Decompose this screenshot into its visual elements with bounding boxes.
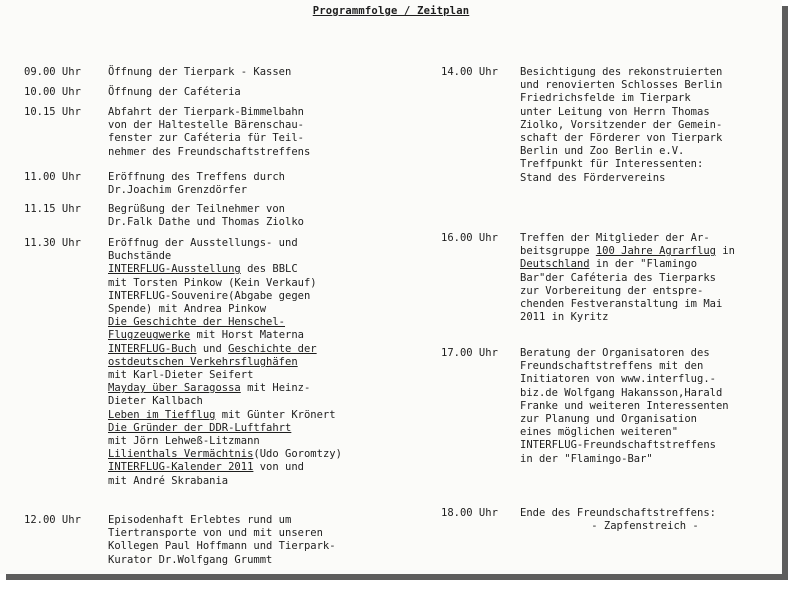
text-segment: unter Leitung von Herrn Thomas bbox=[520, 105, 710, 118]
underlined-title: Lilienthals Vermächtnis bbox=[108, 448, 254, 461]
description-line bbox=[108, 514, 336, 527]
schedule-description bbox=[108, 106, 310, 159]
description-line bbox=[520, 298, 770, 311]
underlined-title: ostdeutschen Verkehrsflughäfen bbox=[108, 355, 298, 368]
text-segment: Begrüßung der Teilnehmer von bbox=[108, 203, 286, 215]
description-line bbox=[520, 66, 770, 79]
description-line bbox=[108, 475, 342, 488]
description-line bbox=[520, 373, 770, 386]
description-line bbox=[520, 245, 770, 258]
schedule-description bbox=[520, 232, 770, 324]
text-segment: Franke und weiteren Interessenten bbox=[520, 399, 729, 412]
text-segment: fenster zur Caféteria für Teil- bbox=[108, 132, 304, 145]
description-line bbox=[520, 258, 770, 271]
text-segment: mit André Skrabania bbox=[108, 474, 229, 487]
underlined-title: INTERFLUG-Ausstellung bbox=[108, 263, 241, 276]
description-line bbox=[108, 369, 342, 382]
text-segment: Buchstände bbox=[108, 250, 172, 263]
schedule-time: 11.30 Uhr bbox=[24, 237, 81, 249]
schedule-description bbox=[520, 507, 770, 533]
text-segment: zur Planung und Organisation bbox=[520, 413, 698, 426]
text-segment: Eröffnug der Ausstellungs- und bbox=[108, 237, 298, 249]
schedule-time: 18.00 Uhr bbox=[441, 507, 498, 519]
description-line bbox=[108, 146, 310, 159]
text-segment: des BBLC bbox=[240, 263, 298, 276]
description-line bbox=[520, 413, 770, 426]
schedule-description bbox=[108, 86, 241, 99]
description-line bbox=[108, 435, 342, 448]
description-line bbox=[520, 272, 770, 285]
text-segment: Dr.Falk Dathe und Thomas Ziolko bbox=[108, 216, 304, 229]
description-line bbox=[108, 263, 342, 276]
text-segment: in der "Flamingo bbox=[589, 258, 698, 271]
underlined-title: Die Geschichte der Henschel- bbox=[108, 316, 286, 329]
text-segment: Treffen der Mitglieder der Ar- bbox=[520, 232, 710, 244]
text-segment: Ziolko, Vorsitzender der Gemein- bbox=[520, 118, 723, 131]
underlined-title: INTERFLUG-Buch bbox=[108, 342, 197, 355]
text-segment: Initiatoren von www.interflug.- bbox=[520, 373, 716, 386]
description-line bbox=[108, 203, 304, 216]
description-line bbox=[520, 172, 770, 185]
schedule-time: 11.00 Uhr bbox=[24, 171, 81, 183]
description-line bbox=[520, 426, 770, 439]
schedule-time: 16.00 Uhr bbox=[441, 232, 498, 244]
description-line bbox=[520, 453, 770, 466]
text-segment: 2011 in Kyritz bbox=[520, 311, 609, 324]
description-line bbox=[108, 171, 285, 184]
description-line bbox=[520, 311, 770, 324]
schedule-time: 14.00 Uhr bbox=[441, 66, 498, 78]
description-line bbox=[520, 400, 770, 413]
schedule-description bbox=[108, 203, 304, 229]
text-segment: schaft der Förderer von Tierpark bbox=[520, 132, 723, 145]
description-line bbox=[520, 520, 770, 533]
description-line bbox=[108, 277, 342, 290]
text-segment: INTERFLUG-Freundschaftstreffens bbox=[520, 439, 716, 452]
text-segment: biz.de Wolfgang Hakansson,Harald bbox=[520, 386, 723, 399]
description-line bbox=[520, 507, 770, 520]
text-segment: Episodenhaft Erlebtes rund um bbox=[108, 514, 292, 526]
description-line bbox=[108, 540, 336, 553]
description-line bbox=[520, 92, 770, 105]
description-line bbox=[108, 554, 336, 567]
underlined-title: Mayday über Saragossa bbox=[108, 382, 241, 395]
description-line bbox=[520, 119, 770, 132]
description-line bbox=[108, 119, 310, 132]
description-line bbox=[108, 382, 342, 395]
text-segment: mit Torsten Pinkow (Kein Verkauf) bbox=[108, 276, 317, 289]
text-segment: und bbox=[196, 342, 229, 355]
description-line bbox=[108, 316, 342, 329]
description-line bbox=[108, 86, 241, 99]
text-segment: mit Jörn Lehweß-Litzmann bbox=[108, 435, 260, 448]
description-line bbox=[520, 347, 770, 360]
description-line bbox=[108, 527, 336, 540]
text-segment: Tiertransporte von und mit unseren bbox=[108, 527, 323, 540]
underlined-title: Deutschland bbox=[520, 258, 590, 271]
description-line bbox=[520, 158, 770, 171]
schedule-description bbox=[520, 347, 770, 466]
text-segment: Freundschaftstreffens mit den bbox=[520, 360, 704, 373]
description-line bbox=[108, 422, 342, 435]
description-line bbox=[108, 356, 342, 369]
page-title: Programmfolge / Zeitplan bbox=[312, 5, 470, 17]
text-segment: zur Vorbereitung der entspre- bbox=[520, 284, 704, 297]
text-segment: Bar"der Caféteria des Tierparks bbox=[520, 271, 716, 284]
description-line bbox=[108, 106, 310, 119]
text-segment: - Zapfenstreich - bbox=[591, 520, 699, 533]
text-segment: mit Günter Krönert bbox=[215, 408, 336, 421]
schedule-description bbox=[520, 66, 770, 185]
text-segment: Besichtigung des rekonstruierten bbox=[520, 66, 723, 78]
description-line bbox=[520, 132, 770, 145]
description-line bbox=[108, 448, 342, 461]
schedule-description bbox=[108, 66, 291, 79]
description-line bbox=[108, 216, 304, 229]
text-segment: mit Horst Materna bbox=[190, 329, 304, 342]
text-segment: Öffnung der Tierpark - Kassen bbox=[108, 66, 292, 78]
schedule-description bbox=[108, 514, 336, 567]
text-segment: beitsgruppe bbox=[520, 245, 596, 258]
text-segment: Eröffnung des Treffens durch bbox=[108, 171, 286, 183]
text-segment: von und bbox=[253, 461, 304, 474]
text-segment: Öffnung der Caféteria bbox=[108, 86, 241, 98]
text-segment: INTERFLUG-Souvenire(Abgabe gegen bbox=[108, 289, 311, 302]
description-line bbox=[520, 232, 770, 245]
description-line bbox=[520, 360, 770, 373]
underlined-title: 100 Jahre Agrarflug bbox=[595, 245, 716, 258]
underlined-title: Geschichte der bbox=[228, 342, 317, 355]
underlined-title: Die Gründer der DDR-Luftfahrt bbox=[108, 421, 292, 434]
text-segment: Spende) mit Andrea Pinkow bbox=[108, 303, 267, 316]
description-line bbox=[108, 303, 342, 316]
description-line bbox=[108, 290, 342, 303]
description-line bbox=[108, 329, 342, 342]
text-segment: Friedrichsfelde im Tierpark bbox=[520, 92, 691, 105]
description-line bbox=[520, 439, 770, 452]
schedule-time: 12.00 Uhr bbox=[24, 514, 81, 526]
schedule-time: 09.00 Uhr bbox=[24, 66, 81, 78]
description-line bbox=[108, 409, 342, 422]
text-segment: Kollegen Paul Hoffmann und Tierpark- bbox=[108, 540, 336, 553]
text-segment: Berlin und Zoo Berlin e.V. bbox=[520, 145, 685, 158]
description-line bbox=[108, 184, 285, 197]
description-line bbox=[108, 461, 342, 474]
text-segment: Beratung der Organisatoren des bbox=[520, 347, 710, 359]
text-segment: mit Karl-Dieter Seifert bbox=[108, 369, 254, 382]
text-segment: in bbox=[715, 245, 735, 258]
text-segment: in der "Flamingo-Bar" bbox=[520, 452, 653, 465]
schedule-description bbox=[108, 171, 285, 197]
text-segment: Ende des Freundschaftstreffens: bbox=[520, 507, 716, 519]
text-segment: (Udo Goromtzy) bbox=[253, 448, 342, 461]
text-segment: nehmer des Freundschaftstreffens bbox=[108, 145, 311, 158]
description-line bbox=[108, 66, 291, 79]
text-segment: mit Heinz- bbox=[240, 382, 311, 395]
description-line bbox=[520, 145, 770, 158]
text-segment: Kurator Dr.Wolfgang Grummt bbox=[108, 553, 273, 566]
schedule-time: 17.00 Uhr bbox=[441, 347, 498, 359]
description-line bbox=[108, 250, 342, 263]
text-segment: Stand des Fördervereins bbox=[520, 171, 666, 184]
description-line bbox=[108, 237, 342, 250]
text-segment: Abfahrt der Tierpark-Bimmelbahn bbox=[108, 106, 304, 118]
underlined-title: Leben im Tiefflug bbox=[108, 408, 216, 421]
text-segment: von der Haltestelle Bärenschau- bbox=[108, 119, 304, 132]
text-segment: Treffpunkt für Interessenten: bbox=[520, 158, 704, 171]
text-segment: chenden Festveranstaltung im Mai bbox=[520, 298, 723, 311]
description-line bbox=[520, 285, 770, 298]
text-segment: und renovierten Schlosses Berlin bbox=[520, 79, 723, 92]
description-line bbox=[108, 132, 310, 145]
description-line bbox=[108, 395, 342, 408]
description-line bbox=[520, 387, 770, 400]
description-line bbox=[520, 106, 770, 119]
description-line bbox=[108, 343, 342, 356]
schedule-description bbox=[108, 237, 342, 488]
schedule-time: 10.00 Uhr bbox=[24, 86, 81, 98]
schedule-time: 11.15 Uhr bbox=[24, 203, 81, 215]
text-segment: Dr.Joachim Grenzdörfer bbox=[108, 184, 248, 197]
text-segment: eines möglichen weiteren" bbox=[520, 426, 679, 439]
text-segment: Dieter Kallbach bbox=[108, 395, 203, 408]
schedule-time: 10.15 Uhr bbox=[24, 106, 81, 118]
description-line bbox=[520, 79, 770, 92]
underlined-title: Flugzeugwerke bbox=[108, 329, 191, 342]
underlined-title: INTERFLUG-Kalender 2011 bbox=[108, 461, 254, 474]
